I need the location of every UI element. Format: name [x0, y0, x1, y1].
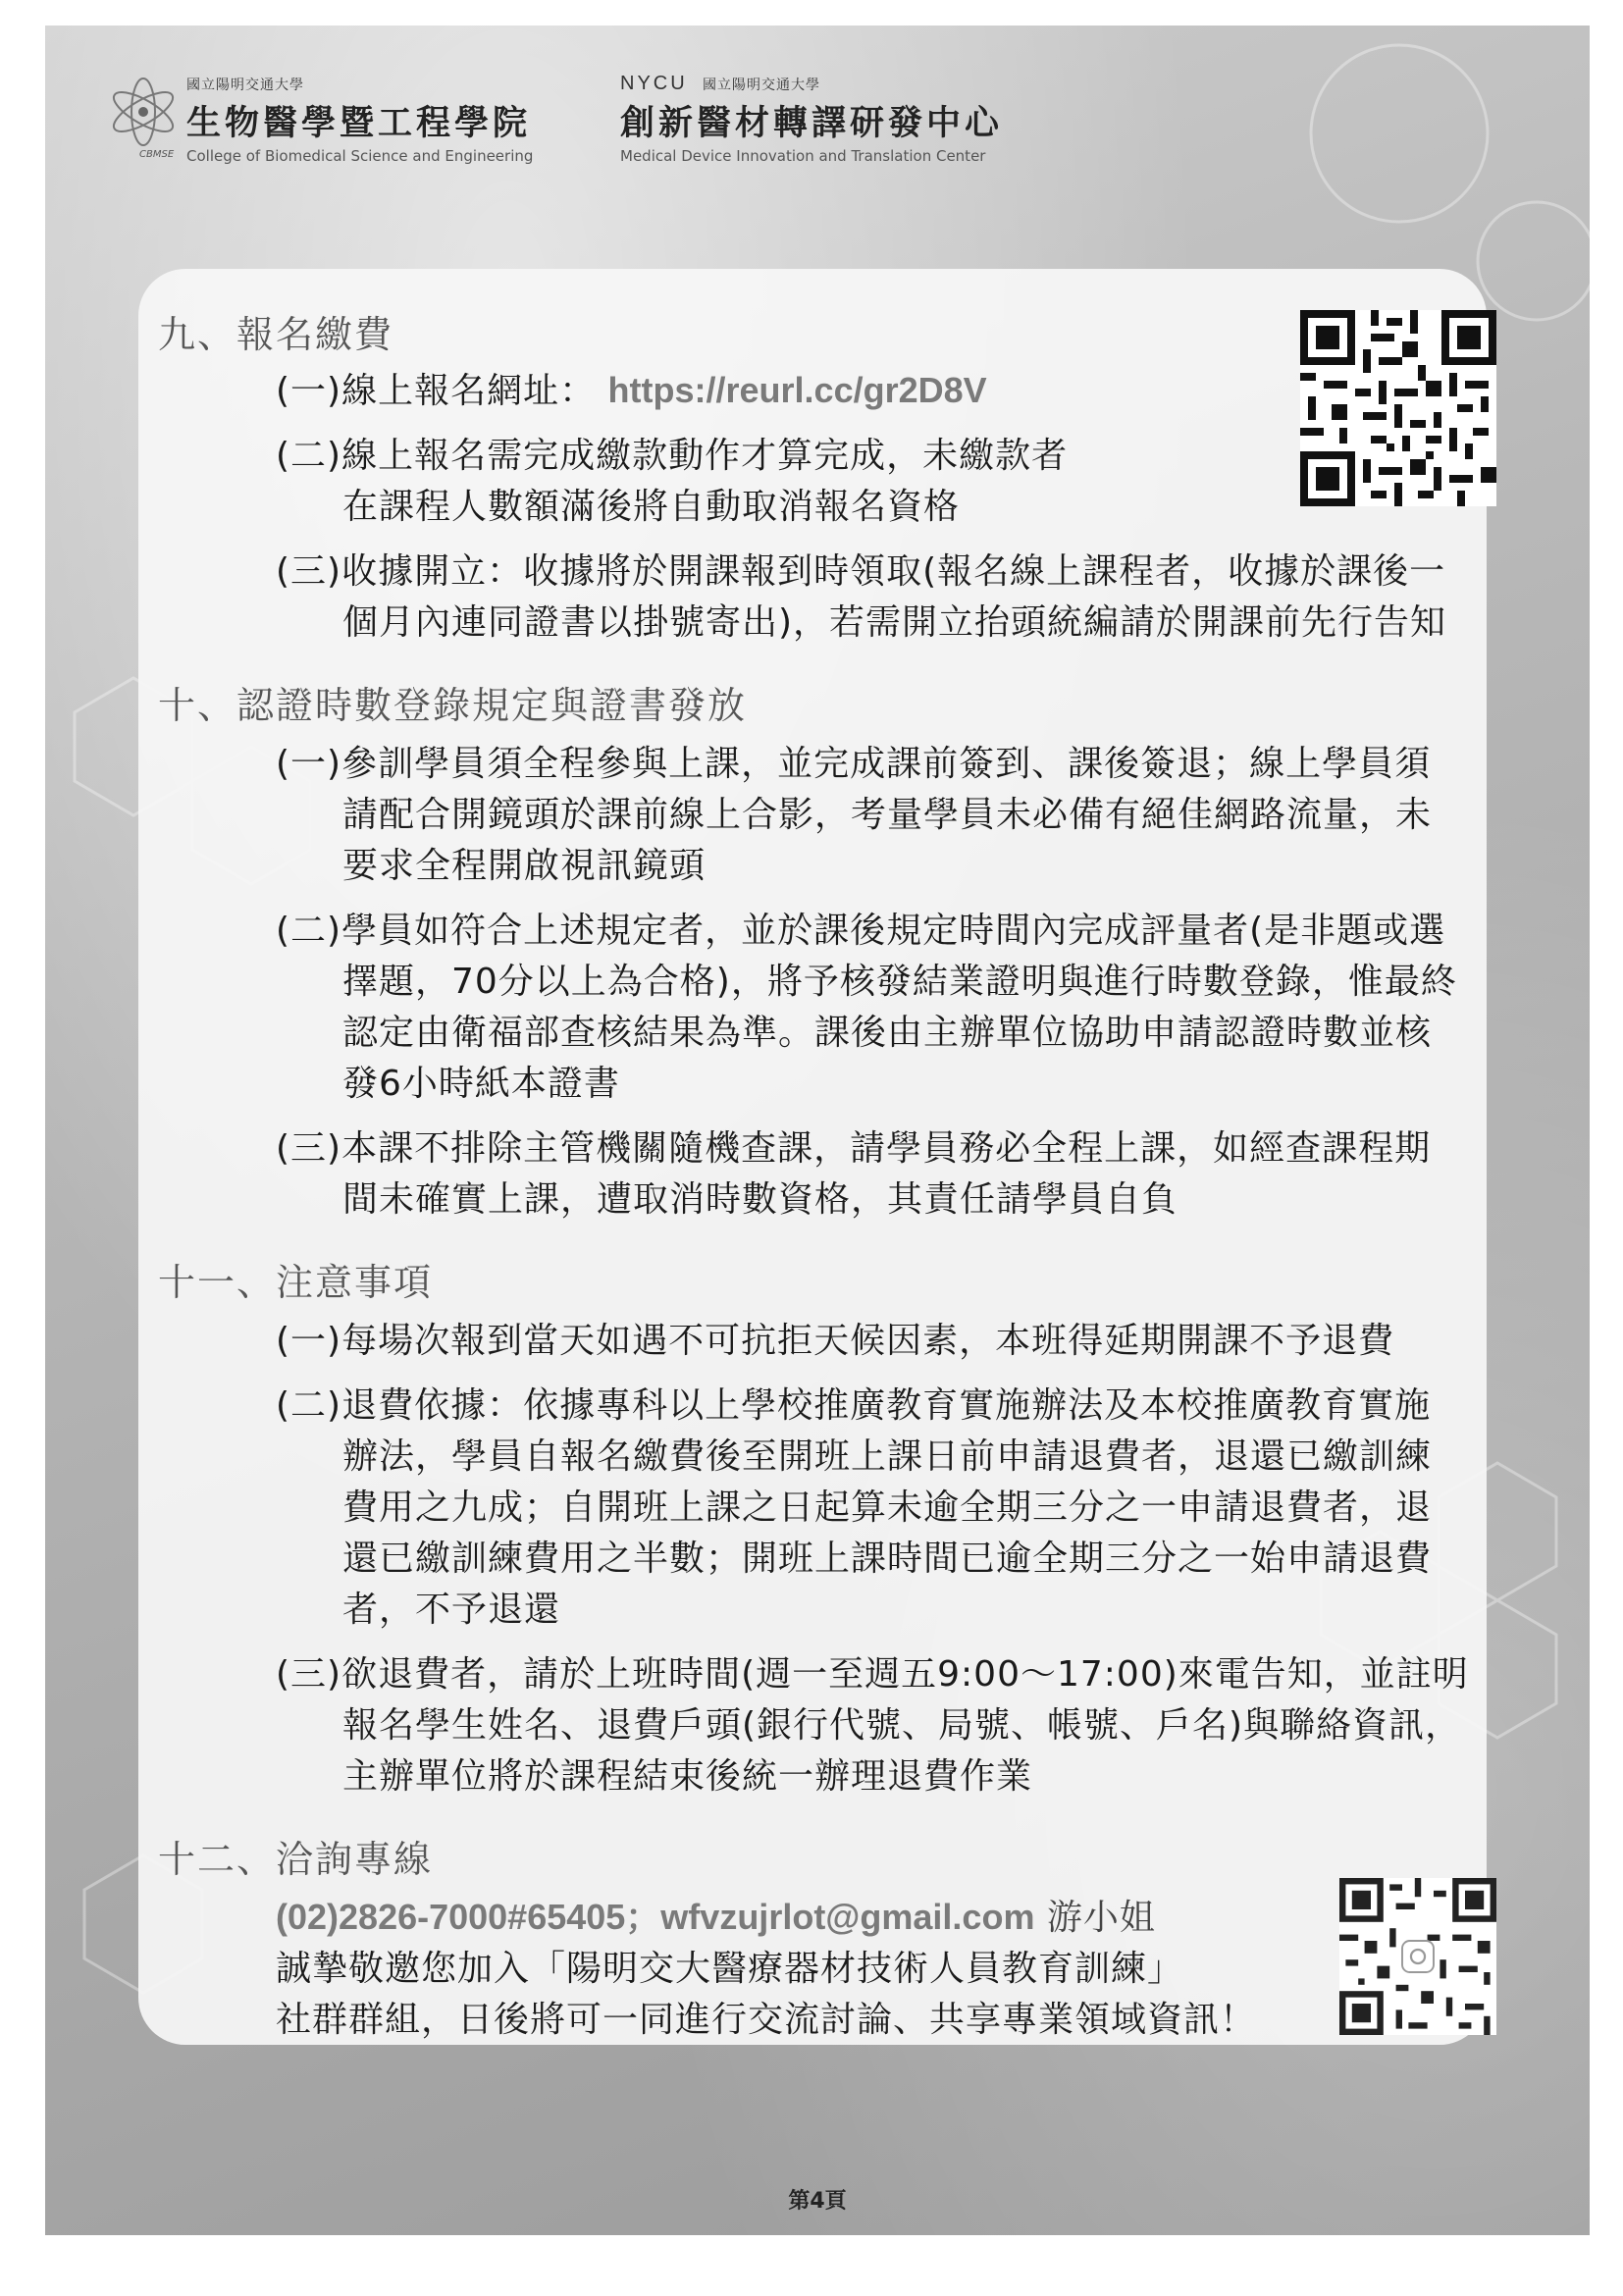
s12-line-2: 誠摯敬邀您加入「陽明交大醫療器材技術人員教育訓練」 [276, 1949, 1184, 1989]
page-number: 第4頁 [788, 2189, 847, 2214]
s11-line-6: 者，不予退還 [342, 1590, 561, 1630]
contact-person: 游小姐 [1046, 1898, 1156, 1938]
s10-line-4: (二)學員如符合上述規定者，並於課後規定時間內完成評量者(是非題或選 [276, 911, 1446, 951]
logo-tag: CBMSE [139, 149, 175, 160]
center-university-prefix: NYCU [620, 73, 688, 94]
s9-line-3: 在課程人數額滿後將自動取消報名資格 [342, 487, 961, 527]
s11-line-3: 辦法，學員自報名繳費後至開班上課日前申請退費者，退還已繳訓練 [342, 1436, 1433, 1477]
s11-line-8: 報名學生姓名、退費戶頭(銀行代號、局號、帳號、戶名)與聯絡資訊， [342, 1705, 1462, 1746]
s11-line-4: 費用之九成；自開班上課之日起算未逾全期三分之一申請退費者，退 [342, 1487, 1433, 1528]
s9-url-label: (一)線上報名網址： [276, 371, 597, 411]
s10-line-5: 擇題，70分以上為合格)，將予核發結業證明與進行時數登錄，惟最終 [342, 962, 1457, 1002]
s9-line-1 [276, 363, 987, 413]
college-university-name: 國立陽明交通大學 [186, 78, 304, 93]
s12-line-3: 社群群組，日後將可一同進行交流討論、共享專業領域資訊！ [276, 2000, 1257, 2040]
s9-line-5: 個月內連同證書以掛號寄出)，若需開立抬頭統編請於開課前先行告知 [342, 602, 1447, 643]
contact-phone-email[interactable]: (02)2826-7000#65405；wfvzujrlot@gmail.com [276, 1897, 1035, 1937]
s11-line-7: (三)欲退費者，請於上班時間(週一至週五9:00～17:00)來電告知，並註明 [276, 1654, 1469, 1695]
center-university-name: 國立陽明交通大學 [703, 78, 820, 93]
s9-line-4: (三)收據開立：收據將於開課報到時領取(報名線上課程者，收據於課後一 [276, 551, 1446, 592]
center-english-name: Medical Device Innovation and Translation Center [620, 147, 986, 165]
s9-line-2: (二)線上報名需完成繳款動作才算完成，未繳款者 [276, 436, 1069, 476]
s12-contact-line [276, 1890, 1156, 1940]
s10-line-1: (一)參訓學員須全程參與上課，並完成課前簽到、課後簽退；線上學員須 [276, 744, 1432, 784]
content-panel [138, 269, 1487, 2045]
s11-line-1: (一)每場次報到當天如遇不可抗拒天候因素，本班得延期開課不予退費 [276, 1321, 1395, 1361]
s10-line-2: 請配合開鏡頭於課前線上合影，考量學員未必備有絕佳網路流量，未 [342, 795, 1433, 835]
section-10-title: 十、認證時數登錄規定與證書發放 [158, 684, 748, 727]
s10-line-3: 要求全程開啟視訊鏡頭 [342, 846, 707, 886]
registration-url-link[interactable]: https://reurl.cc/gr2D8V [607, 370, 987, 410]
college-english-name: College of Biomedical Science and Engineering [186, 147, 534, 165]
registration-qr-code-icon[interactable] [1300, 310, 1496, 506]
college-atom-logo-icon [104, 71, 183, 159]
header [104, 71, 1046, 188]
s11-line-9: 主辦單位將於課程結束後統一辦理退費作業 [342, 1756, 1033, 1797]
center-name: 創新醫材轉譯研發中心 [620, 104, 1004, 143]
section-11-title: 十一、注意事項 [158, 1261, 434, 1304]
flyer-page [45, 26, 1590, 2235]
s10-line-6: 認定由衛福部查核結果為準。課後由主辦單位協助申請認證時數並核 [342, 1013, 1433, 1053]
s11-line-2: (二)退費依據：依據專科以上學校推廣教育實施辦法及本校推廣教育實施 [276, 1385, 1432, 1426]
section-12-title: 十二、洽詢專線 [158, 1838, 434, 1881]
s10-line-8: (三)本課不排除主管機關隨機查課，請學員務必全程上課，如經查課程期 [276, 1128, 1432, 1169]
section-9-title: 九、報名繳費 [158, 313, 394, 356]
community-qr-code-icon[interactable] [1339, 1878, 1496, 2035]
s10-line-9: 間未確實上課，遭取消時數資格，其責任請學員自負 [342, 1179, 1178, 1220]
s10-line-7: 發6小時紙本證書 [342, 1064, 620, 1104]
s11-line-5: 還已繳訓練費用之半數；開班上課時間已逾全期三分之一始申請退費 [342, 1539, 1433, 1579]
college-name: 生物醫學暨工程學院 [186, 104, 532, 143]
